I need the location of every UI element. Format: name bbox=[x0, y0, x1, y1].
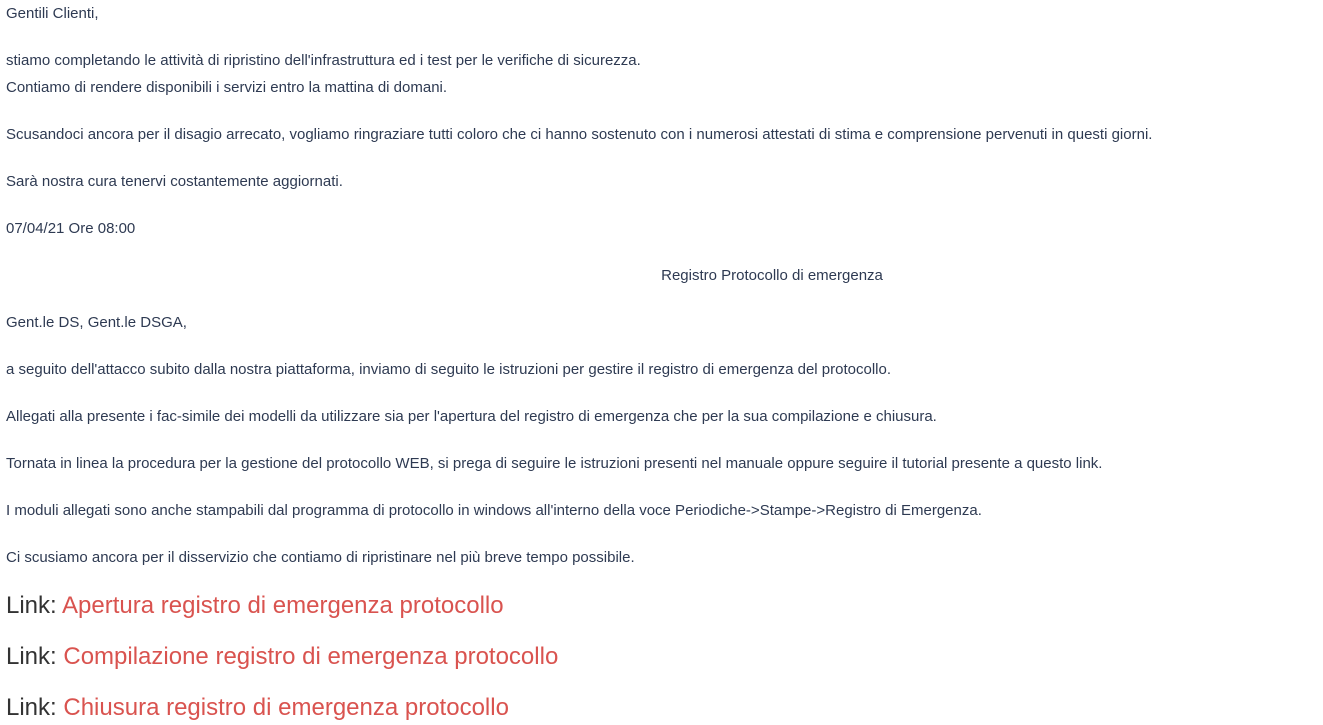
section-paragraph-4: I moduli allegati sono anche stampabili dal programma di protocollo in windows all'interno della voce Periodiche->Stampe->Registro di Emergenza. bbox=[6, 502, 982, 519]
notice-line-2: Contiamo di rendere disponibili i servizi entro la mattina di domani. bbox=[6, 79, 448, 96]
section-salutation: Gent.le DS, Gent.le DSGA, bbox=[6, 314, 187, 331]
spacer bbox=[6, 622, 1323, 641]
spacer bbox=[6, 27, 1323, 47]
link-line-chiusura bbox=[6, 692, 1323, 724]
section-paragraph-1: a seguito dell'attacco subito dalla nostra piattaforma, inviamo di seguito le istruzioni per gestire il registro di emergenza del protocollo. bbox=[6, 361, 891, 378]
spacer bbox=[6, 673, 1323, 692]
link-prefix: Link: bbox=[6, 694, 57, 721]
spacer bbox=[6, 336, 1323, 356]
spacer bbox=[6, 383, 1323, 403]
chiusura-registro-link[interactable]: Chiusura registro di emergenza protocollo bbox=[63, 694, 509, 721]
notice-apology: Scusandoci ancora per il disagio arrecato, vogliamo ringraziare tutti coloro che ci hanno sostenuto con i numerosi attestati di stima e comprensione pervenuti in questi giorni. bbox=[6, 126, 1153, 143]
section-paragraph-3: Tornata in linea la procedura per la gestione del protocollo WEB, si prega di seguire le istruzioni presenti nel manuale oppure seguire il tutorial presente a questo link. bbox=[6, 455, 1103, 472]
compilazione-registro-link[interactable]: Compilazione registro di emergenza protocollo bbox=[63, 643, 559, 670]
apertura-registro-link[interactable]: Apertura registro di emergenza protocollo bbox=[62, 592, 504, 619]
spacer bbox=[6, 571, 1323, 590]
section-paragraph-2: Allegati alla presente i fac-simile dei modelli da utilizzare sia per l'apertura del registro di emergenza che per la sua compilazione e chiusura. bbox=[6, 408, 937, 425]
spacer bbox=[6, 195, 1323, 215]
spacer bbox=[6, 430, 1323, 450]
link-line-compilazione bbox=[6, 641, 1323, 673]
spacer bbox=[6, 242, 1323, 262]
spacer bbox=[6, 289, 1323, 309]
link-prefix: Link: bbox=[6, 592, 57, 619]
notice-timestamp: 07/04/21 Ore 08:00 bbox=[6, 220, 136, 237]
notice-update: Sarà nostra cura tenervi costantemente aggiornati. bbox=[6, 173, 343, 190]
section-paragraph-5: Ci scusiamo ancora per il disservizio che contiamo di ripristinare nel più breve tempo possibile. bbox=[6, 549, 635, 566]
link-line-apertura bbox=[6, 590, 1323, 622]
spacer bbox=[6, 101, 1323, 121]
greeting: Gentili Clienti, bbox=[6, 5, 99, 22]
notice-line-1: stiamo completando le attività di ripristino dell'infrastruttura ed i test per le verifiche di sicurezza. bbox=[6, 52, 641, 69]
spacer bbox=[6, 524, 1323, 544]
spacer bbox=[6, 477, 1323, 497]
spacer bbox=[6, 148, 1323, 168]
link-prefix: Link: bbox=[6, 643, 57, 670]
section-title: Registro Protocollo di emergenza bbox=[661, 267, 883, 284]
